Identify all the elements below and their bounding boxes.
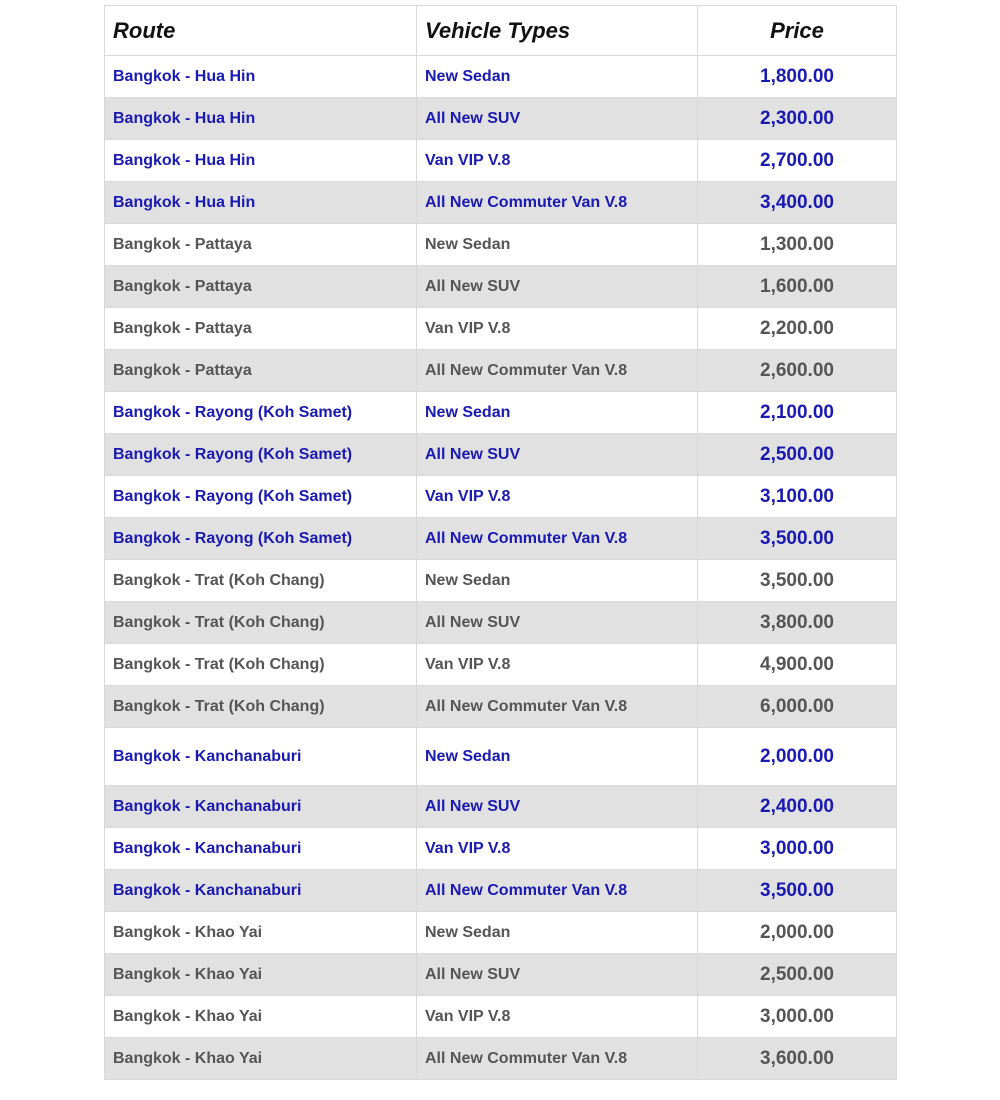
price-cell: 1,600.00 [698,266,897,308]
vehicle-cell: Van VIP V.8 [417,996,698,1038]
header-route: Route [105,6,417,56]
table-row [105,434,897,476]
route-cell: Bangkok - Trat (Koh Chang) [105,644,417,686]
table-row [105,182,897,224]
table-row [105,392,897,434]
table-row [105,828,897,870]
table-row [105,308,897,350]
route-cell: Bangkok - Kanchanaburi [105,786,417,828]
route-cell: Bangkok - Hua Hin [105,98,417,140]
route-cell: Bangkok - Kanchanaburi [105,870,417,912]
table-row [105,786,897,828]
price-cell: 2,000.00 [698,912,897,954]
vehicle-cell: All New SUV [417,434,698,476]
vehicle-cell: New Sedan [417,392,698,434]
price-cell: 2,100.00 [698,392,897,434]
table-row [105,560,897,602]
table-row [105,224,897,266]
price-cell: 2,500.00 [698,954,897,996]
vehicle-cell: All New Commuter Van V.8 [417,686,698,728]
vehicle-cell: All New Commuter Van V.8 [417,518,698,560]
route-cell: Bangkok - Trat (Koh Chang) [105,560,417,602]
route-cell: Bangkok - Khao Yai [105,954,417,996]
vehicle-cell: Van VIP V.8 [417,476,698,518]
price-cell: 3,000.00 [698,828,897,870]
table-row [105,518,897,560]
vehicle-cell: All New SUV [417,602,698,644]
price-cell: 2,200.00 [698,308,897,350]
table-row [105,996,897,1038]
route-cell: Bangkok - Rayong (Koh Samet) [105,518,417,560]
table-row [105,728,897,786]
route-cell: Bangkok - Rayong (Koh Samet) [105,476,417,518]
table-row [105,140,897,182]
table-row [105,686,897,728]
vehicle-cell: All New Commuter Van V.8 [417,1038,698,1080]
table-row [105,602,897,644]
header-price: Price [698,6,897,56]
route-cell: Bangkok - Khao Yai [105,1038,417,1080]
route-cell: Bangkok - Rayong (Koh Samet) [105,434,417,476]
vehicle-cell: New Sedan [417,560,698,602]
table-row [105,98,897,140]
price-cell: 3,600.00 [698,1038,897,1080]
vehicle-cell: Van VIP V.8 [417,308,698,350]
price-cell: 3,000.00 [698,996,897,1038]
route-cell: Bangkok - Hua Hin [105,140,417,182]
table-row [105,870,897,912]
route-cell: Bangkok - Rayong (Koh Samet) [105,392,417,434]
price-cell: 1,800.00 [698,56,897,98]
price-cell: 2,600.00 [698,350,897,392]
vehicle-cell: All New SUV [417,786,698,828]
vehicle-cell: New Sedan [417,728,698,786]
price-cell: 2,500.00 [698,434,897,476]
table-header-row [105,6,897,56]
price-cell: 3,500.00 [698,870,897,912]
route-cell: Bangkok - Khao Yai [105,912,417,954]
price-cell: 3,500.00 [698,518,897,560]
vehicle-cell: All New SUV [417,266,698,308]
route-cell: Bangkok - Pattaya [105,308,417,350]
route-cell: Bangkok - Khao Yai [105,996,417,1038]
vehicle-cell: New Sedan [417,912,698,954]
route-cell: Bangkok - Pattaya [105,224,417,266]
price-cell: 1,300.00 [698,224,897,266]
price-cell: 2,300.00 [698,98,897,140]
price-cell: 4,900.00 [698,644,897,686]
route-cell: Bangkok - Trat (Koh Chang) [105,602,417,644]
price-cell: 6,000.00 [698,686,897,728]
table-row [105,266,897,308]
price-cell: 3,100.00 [698,476,897,518]
vehicle-cell: All New SUV [417,98,698,140]
vehicle-cell: All New Commuter Van V.8 [417,350,698,392]
route-cell: Bangkok - Kanchanaburi [105,828,417,870]
price-cell: 2,000.00 [698,728,897,786]
vehicle-cell: All New Commuter Van V.8 [417,870,698,912]
price-table [104,5,897,1080]
header-vehicle-types: Vehicle Types [417,6,698,56]
vehicle-cell: Van VIP V.8 [417,140,698,182]
vehicle-cell: All New SUV [417,954,698,996]
route-cell: Bangkok - Kanchanaburi [105,728,417,786]
price-cell: 3,500.00 [698,560,897,602]
price-cell: 3,400.00 [698,182,897,224]
vehicle-cell: New Sedan [417,224,698,266]
table-row [105,1038,897,1080]
price-cell: 2,700.00 [698,140,897,182]
table-row [105,954,897,996]
table-row [105,644,897,686]
price-table-container [104,5,896,1080]
vehicle-cell: Van VIP V.8 [417,644,698,686]
table-row [105,912,897,954]
route-cell: Bangkok - Hua Hin [105,56,417,98]
route-cell: Bangkok - Pattaya [105,350,417,392]
price-cell: 2,400.00 [698,786,897,828]
vehicle-cell: New Sedan [417,56,698,98]
vehicle-cell: Van VIP V.8 [417,828,698,870]
vehicle-cell: All New Commuter Van V.8 [417,182,698,224]
route-cell: Bangkok - Pattaya [105,266,417,308]
table-row [105,56,897,98]
price-cell: 3,800.00 [698,602,897,644]
table-row [105,476,897,518]
route-cell: Bangkok - Hua Hin [105,182,417,224]
table-row [105,350,897,392]
route-cell: Bangkok - Trat (Koh Chang) [105,686,417,728]
